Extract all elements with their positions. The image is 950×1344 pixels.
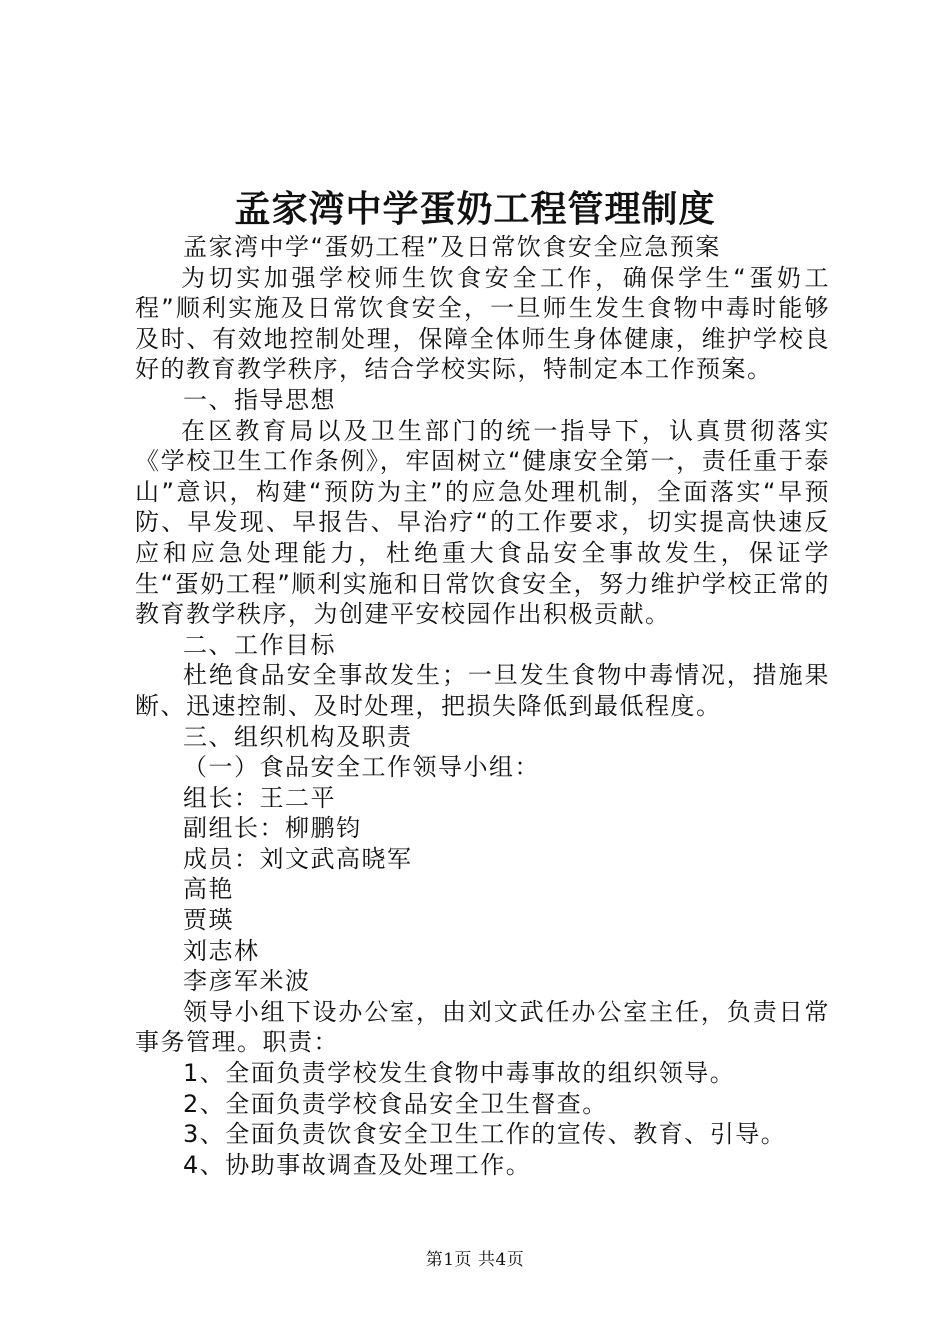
section-heading-guiding-idea: 一、指导思想 — [183, 385, 336, 414]
members-line: 成员：刘文武高晓军 — [183, 844, 413, 873]
office-paragraph: 领导小组下设办公室，由刘文武任办公室主任，负责日常事务管理。职责： — [135, 997, 830, 1057]
duty-item: 2、全面负责学校食品安全卫生督查。 — [183, 1089, 608, 1118]
member-line: 贾瑛 — [183, 906, 234, 935]
group-leader-line: 组长：王二平 — [183, 783, 336, 812]
document-body — [135, 232, 830, 1180]
page-footer: 第1页 共4页 — [425, 1250, 525, 1270]
document-title: 孟家湾中学蛋奶工程管理制度 — [234, 188, 716, 230]
member-line: 高艳 — [183, 875, 234, 904]
work-goal-paragraph: 杜绝食品安全事故发生；一旦发生食物中毒情况，措施果断、迅速控制、及时处理，把损失降低到最低程度。 — [135, 661, 830, 720]
subtitle-paragraph: 孟家湾中学“蛋奶工程”及日常饮食安全应急预案 — [183, 233, 721, 261]
duty-item: 4、协助事故调查及处理工作。 — [183, 1150, 532, 1179]
duty-item: 1、全面负责学校发生食物中毒事故的组织领导。 — [183, 1059, 736, 1088]
guiding-idea-paragraph: 在区教育局以及卫生部门的统一指导下，认真贯彻落实《学校卫生工作条例》，牢固树立“健康安全第一，责任重于泰山”意识，构建“预防为主”的应急处理机制，全面落实“早预防、早发现、早报告、早治疗“的工作要求，切实提高快速反应和应急处理能力，杜绝重大食品安全事故发生，保证学生“蛋奶工程”顺利实施和日常饮食安全，努力维护学校正常的教育教学秩序，为创建平安校园作出积极贡献。 — [135, 416, 830, 629]
section-heading-organization: 三、组织机构及职责 — [183, 722, 413, 751]
subsection-leading-group: （一）食品安全工作领导小组： — [183, 753, 540, 782]
duty-item: 3、全面负责饮食安全卫生工作的宣传、教育、引导。 — [183, 1120, 787, 1149]
section-heading-work-goal: 二、工作目标 — [183, 630, 336, 659]
intro-paragraph: 为切实加强学校师生饮食安全工作，确保学生“蛋奶工程”顺利实施及日常饮食安全，一旦师生发生食物中毒时能够及时、有效地控制处理，保障全体师生身体健康，维护学校良好的教育教学秩序，结合学校实际，特制定本工作预案。 — [135, 263, 830, 384]
deputy-leader-line: 副组长：柳鹏钧 — [183, 814, 362, 843]
member-line: 刘志林 — [183, 936, 260, 965]
member-line: 李彦军米波 — [183, 967, 311, 996]
